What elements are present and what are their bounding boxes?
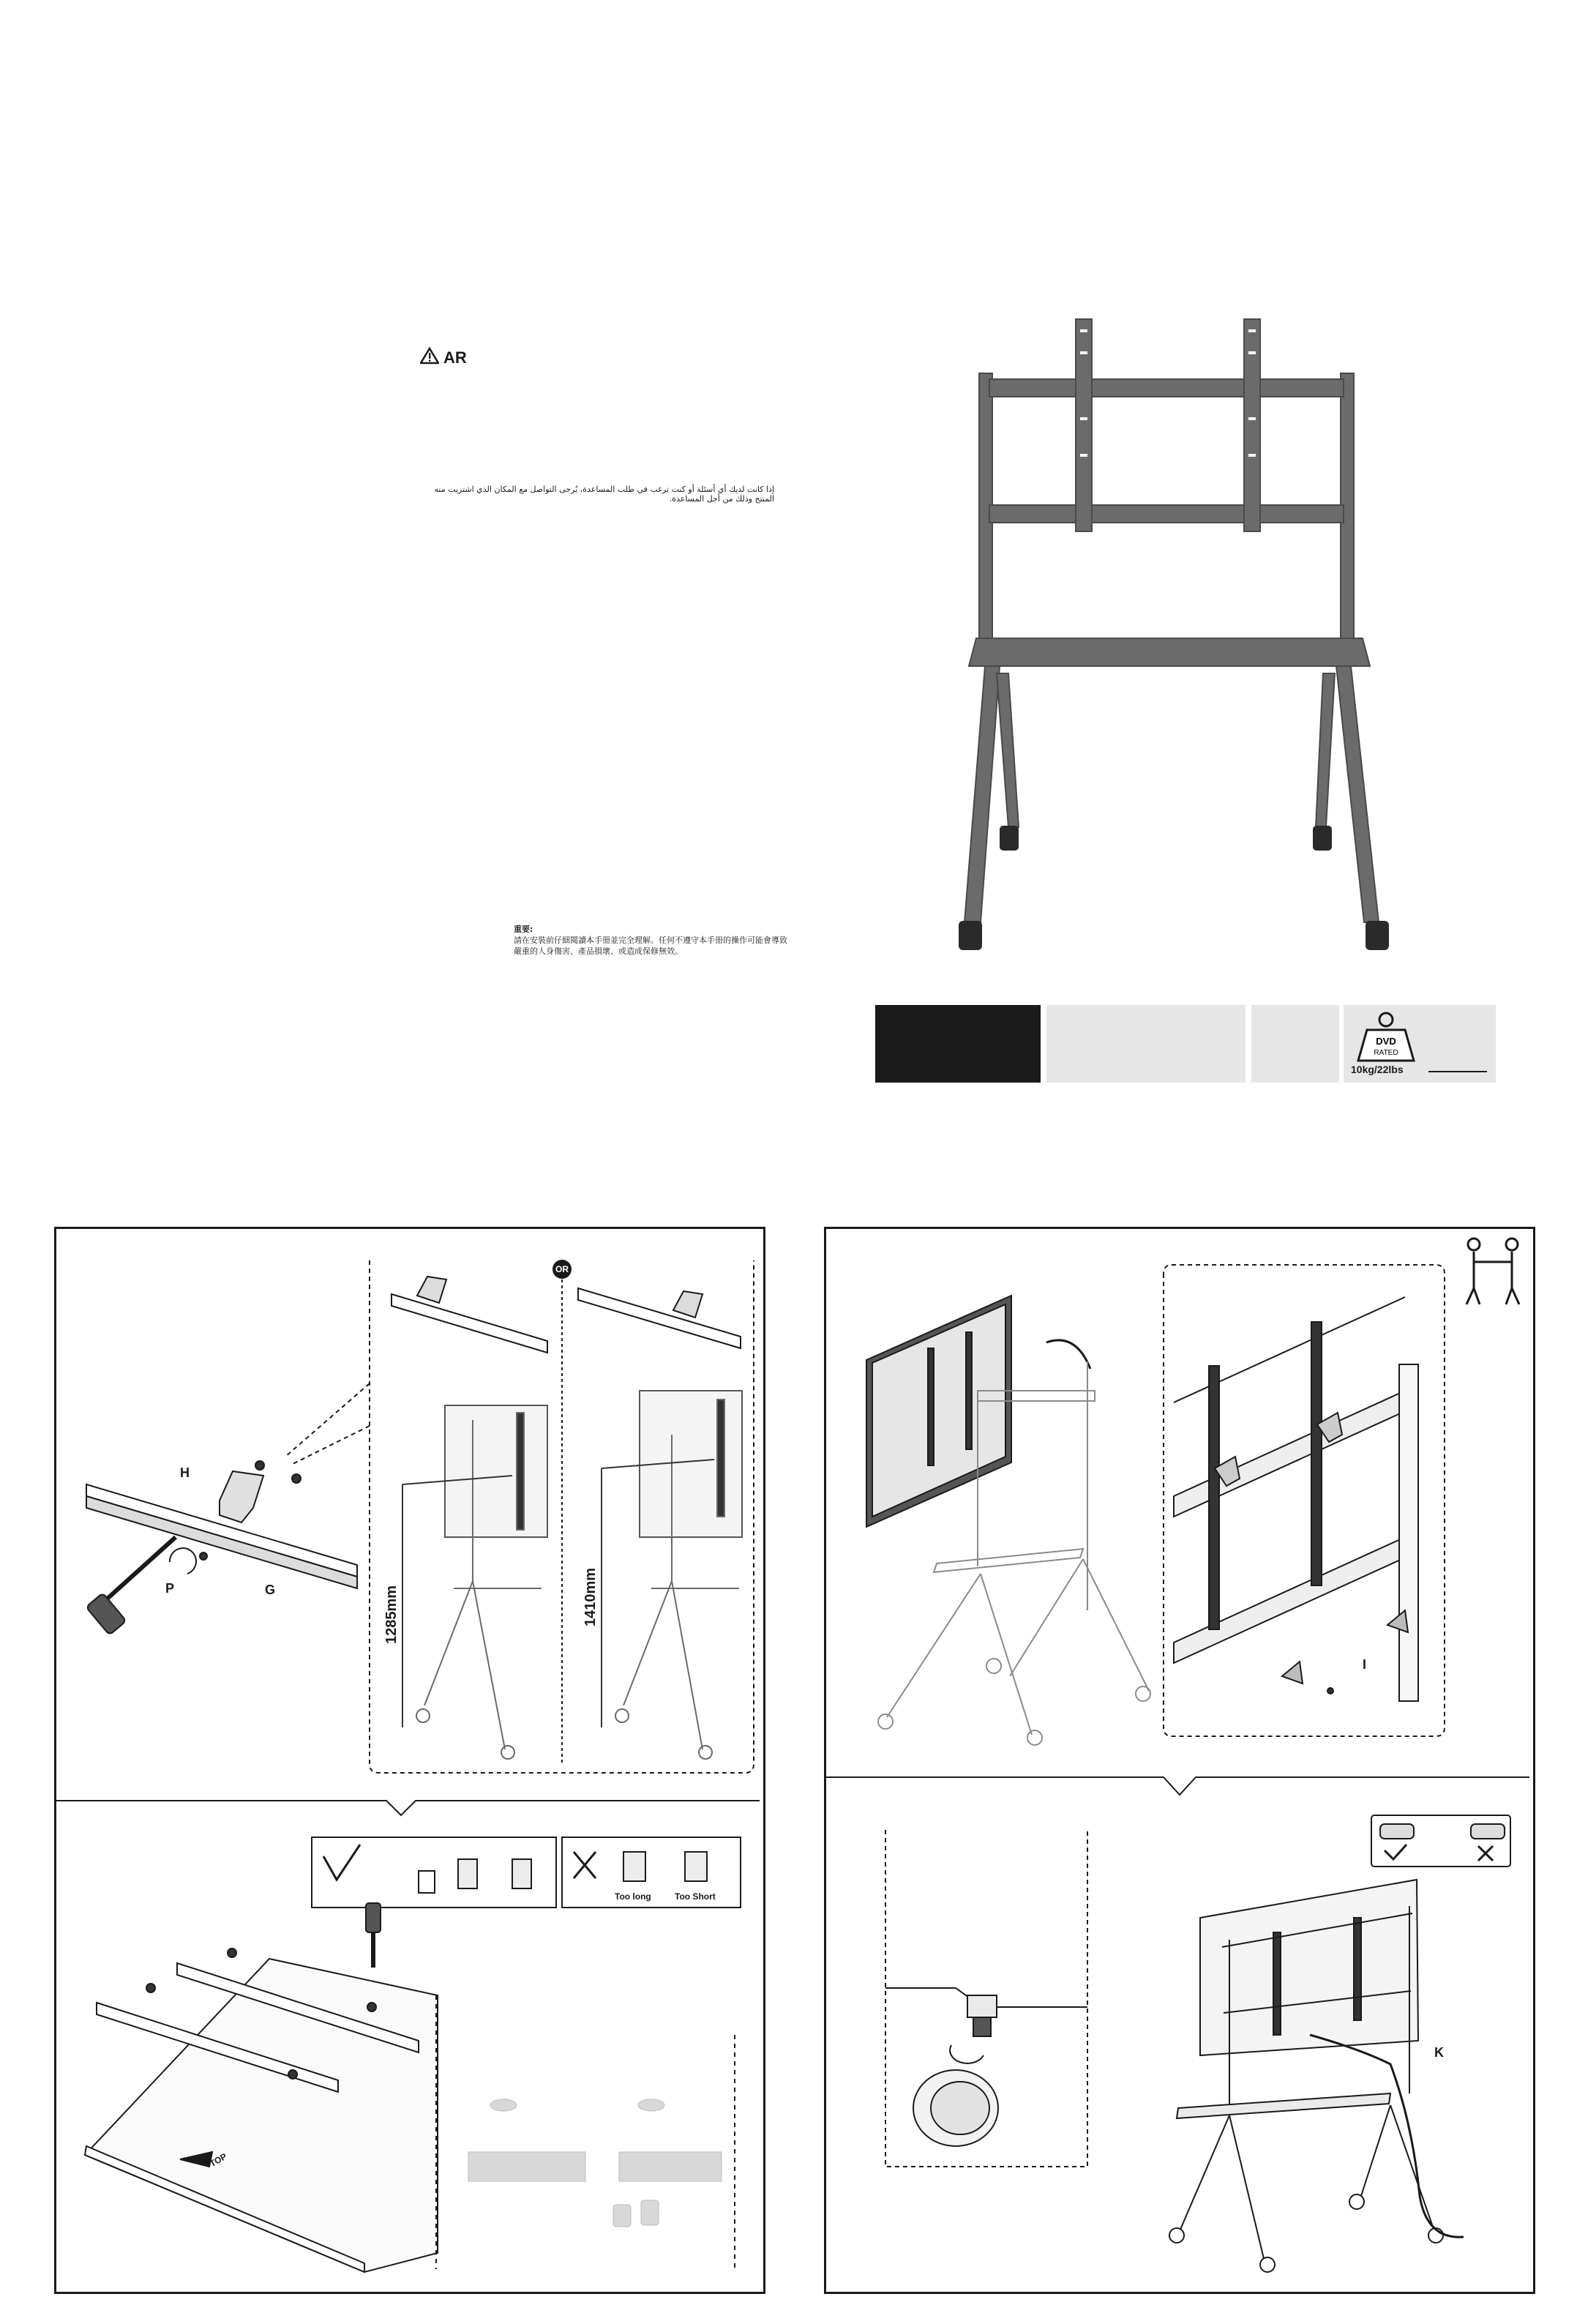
- arabic-instruction: إذا كانت لديك أي أسئلة أو كنت ترغب في طلب المساعدة، يُرجى التواصل مع المكان الذي اشتريت منه المنتج وذلك من أجل المساعدة.: [434, 485, 774, 504]
- warning-code: AR: [443, 348, 467, 367]
- top-orientation-label: TOP: [208, 2151, 229, 2170]
- chinese-notice-body: 請在安裝前仔細閱讀本手冊並完全理解。任何不遵守本手冊的操作可能會導致嚴重的人身傷害、產品損壞、或造成保修無效。: [514, 935, 787, 956]
- weight-rating-text: 10kg/22lbs: [1351, 1064, 1404, 1075]
- badge-label-2: RATED: [1374, 1049, 1398, 1057]
- too-short-label: Too Short: [675, 1891, 716, 1902]
- part-label-g: G: [265, 1583, 276, 1597]
- too-long-label: Too long: [615, 1891, 651, 1902]
- badge-label-1: DVD: [1376, 1036, 1396, 1047]
- or-label: OR: [555, 1264, 569, 1274]
- part-label-p: P: [165, 1581, 175, 1596]
- height-dimension-1285: 1285mm: [383, 1585, 400, 1644]
- part-label-i: I: [1363, 1657, 1367, 1672]
- part-label-k: K: [1434, 2045, 1444, 2060]
- height-dimension-1410: 1410mm: [583, 1567, 599, 1626]
- part-label-h: H: [180, 1465, 190, 1480]
- chinese-notice-title: 重要:: [514, 924, 533, 934]
